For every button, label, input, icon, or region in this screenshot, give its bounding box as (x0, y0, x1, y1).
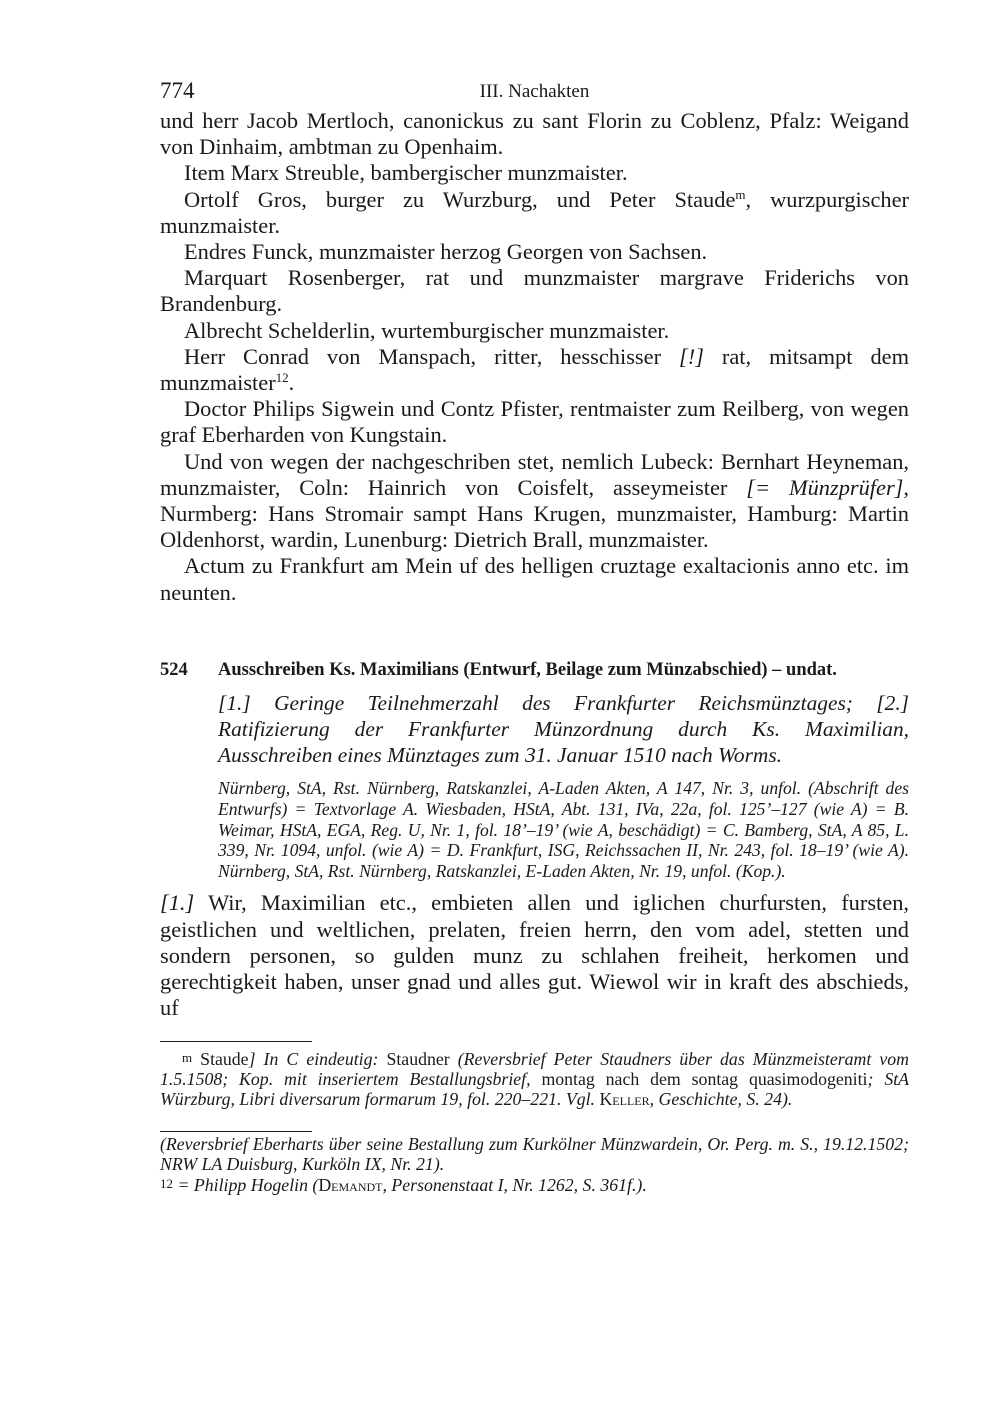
text-run: Staudner (386, 1049, 458, 1070)
text-run: Ortolf Gros, burger zu Wurzburg, und Peter Staude (184, 186, 736, 212)
footnote-divider (160, 1131, 312, 1132)
footnote-block (160, 1048, 909, 1109)
document-page (160, 78, 909, 1195)
paragraph: Actum zu Frankfurt am Mein uf des helligen cruztage exaltacionis anno etc. im neunten. (160, 553, 909, 605)
editorial-note: [!] (679, 343, 704, 369)
text-run: , Geschichte, S. 24). (649, 1089, 793, 1110)
editorial-note: [= Münzprüfer] (746, 474, 904, 500)
document-text (160, 890, 909, 1021)
footnote-block (160, 1134, 909, 1195)
footnote-ref: m (735, 186, 746, 202)
paragraph: Item Marx Streuble, bambergischer munzmaister. (184, 160, 628, 186)
text-run: (Reversbrief Eberharts über seine Bestallung zum Kurkölner Münzwardein, Or. Perg. m. S., 19.12.1502; NRW LA Duisburg, Kurköln IX, Nr. 21). (160, 1134, 909, 1175)
regest: [1.] Geringe Teilnehmerzahl des Frankfurter Reichsmünztages; [2.] Ratifizierung der Frankfurter Münzordnung durch Ks. Maximilian, Ausschreiben eines Münztages zum 31. Januar 1510 nach Worms. (218, 690, 909, 768)
footnote-mark: 12 (160, 1176, 173, 1192)
document-entry (160, 658, 909, 1022)
text-run: Herr Conrad von Manspach, ritter, hesschisser (184, 343, 680, 369)
document-title: Ausschreiben Ks. Maximilians (Entwurf, Beilage zum Münzabschied) – undat. (218, 659, 837, 680)
text-run: , Personenstaat I, Nr. 1262, S. 361f.). (382, 1175, 647, 1196)
text-run: Wir, Maximilian etc., embieten allen und iglichen churfursten, fursten, geistlichen und weltlichen, prelaten, freien herrn, den vom adel, stetten und sondern personen, so gulden munz zu schlahen freiheit, herkomen und gerechtigkeit haben, unser gnad und alles gut. Wiewol wir in kraft des abschieds, uf (160, 890, 909, 1021)
footnote-ref: 12 (275, 370, 289, 386)
footnote-divider (160, 1041, 312, 1042)
text-run: = Philipp Hogelin ( (173, 1175, 319, 1196)
text-run: , Nurmberg: Hans Stromair sampt Hans Krugen, munzmaister, Hamburg: Martin Oldenhorst, wardin, Lunenburg: Dietrich Brall, munzmaister. (160, 474, 909, 553)
footnote-12 (160, 1174, 909, 1195)
text-run: ; StA Würzburg, Libri diversarum formarum 19, fol. 220–221. Vgl. (160, 1069, 910, 1110)
text-run: . (288, 370, 295, 396)
text-run: Und von wegen der nachgeschriben stet, nemlich Lubeck: Bernhart Heyneman, munzmaister, Coln: Hainrich von Coisfelt, asseymeister (160, 448, 909, 500)
footnote-mark: m (182, 1050, 193, 1066)
paragraph: und herr Jacob Mertloch, canonickus zu sant Florin zu Coblenz, Pfalz: Weigand von Dinhaim, ambtman zu Openhaim. (160, 108, 909, 160)
source-description: Nürnberg, StA, Rst. Nürnberg, Ratskanzlei, A-Laden Akten, A 147, Nr. 3, unfol. (Abschrift des Entwurfs) = Textvorlage A. Wiesbaden, HStA, Abt. 131, IVa, 22a, fol. 125’–127 (wie A) = B. Weimar, HStA, EGA, Reg. U, Nr. 1, fol. 18’–19’ (wie A, beschädigt) = C. Bamberg, StA, A 85, L. 339, Nr. 1094, unfol. (wie A) = D. Frankfurt, ISG, Reichssachen II, Nr. 243, fol. 18–19’ (wie A). Nürnberg, StA, Rst. Nürnberg, Ratskanzlei, E-Laden Akten, Nr. 19, unfol. (Kop.). (218, 778, 909, 881)
running-title: III. Nachakten (479, 81, 590, 102)
footnote-m (160, 1048, 909, 1109)
document-number: 524 (160, 659, 188, 680)
section-mark: [1.] (160, 890, 195, 916)
footnote-continuation (160, 1134, 909, 1174)
author-name: Keller (599, 1089, 650, 1110)
text-run: , wurzpurgischer munzmaister. (160, 186, 909, 238)
paragraph (160, 344, 909, 396)
page-number: 774 (160, 78, 195, 103)
paragraph: Endres Funck, munzmaister herzog Georgen von Sachsen. (184, 239, 708, 265)
author-name: Demandt (318, 1175, 383, 1196)
text-run: ] In C eindeutig: (248, 1049, 387, 1070)
text-run: montag nach dem sontag quasimodogeniti (541, 1069, 868, 1090)
document-heading (160, 658, 909, 682)
running-header (160, 78, 909, 108)
paragraph: Doctor Philips Sigwein und Contz Pfister, rentmaister zum Reilberg, von wegen graf Eberharden von Kungstain. (160, 396, 909, 448)
paragraph (160, 187, 909, 239)
paragraph (160, 449, 909, 554)
paragraph: Albrecht Schelderlin, wurtemburgischer munzmaister. (184, 317, 670, 343)
text-run: rat, mitsampt dem munzmaister (160, 343, 909, 396)
text-run: Staude (192, 1049, 249, 1070)
main-text (160, 108, 909, 606)
paragraph: Marquart Rosenberger, rat und munzmaister margrave Friderichs von Brandenburg. (160, 265, 909, 317)
text-run: (Reversbrief Peter Staudners über das Münzmeisteramt vom 1.5.1508; Kop. mit inseriertem Bestallungsbrief, (160, 1049, 909, 1090)
